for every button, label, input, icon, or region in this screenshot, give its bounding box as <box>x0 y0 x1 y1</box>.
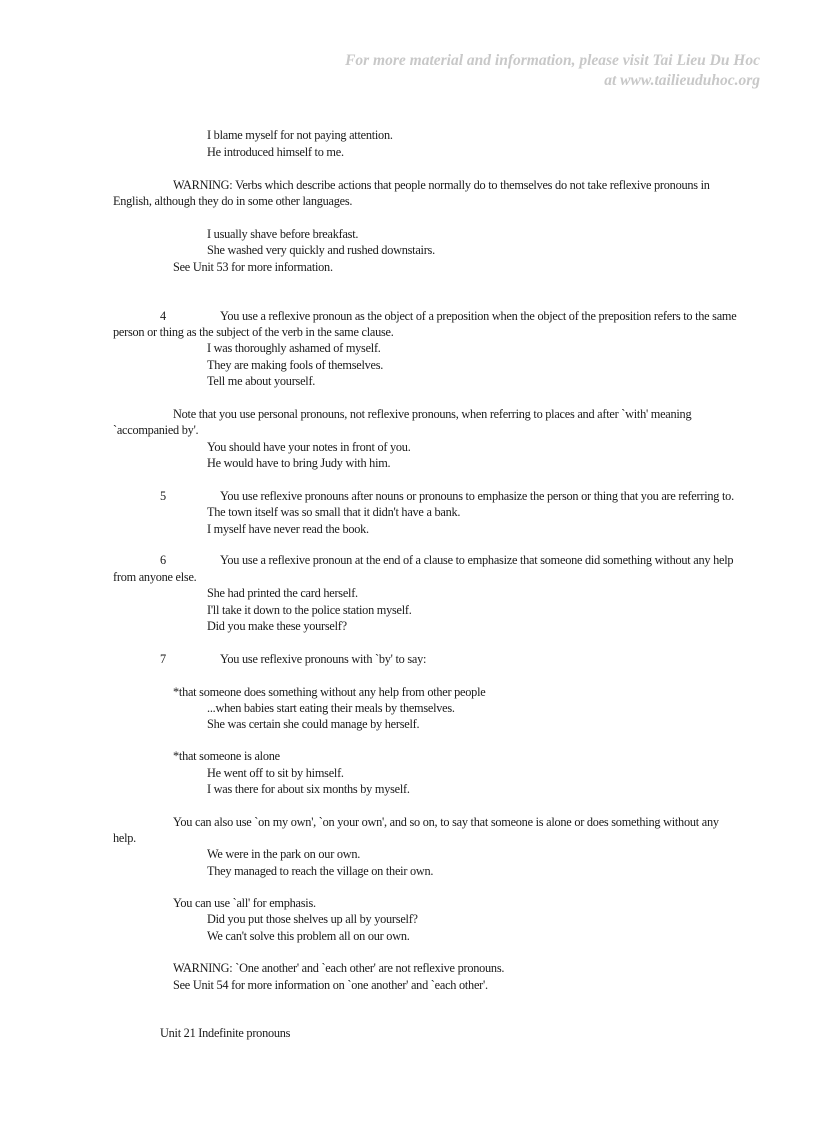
example-line: I myself have never read the book. <box>207 522 369 536</box>
section-number: 5 <box>160 489 166 503</box>
see-unit-reference: See Unit 54 for more information on `one another' and `each other'. <box>173 978 488 992</box>
example-line: They are making fools of themselves. <box>207 358 384 372</box>
bullet-item: *that someone does something without any help from other people <box>173 685 486 699</box>
example-line: ...when babies start eating their meals by themselves. <box>207 701 455 715</box>
example-line: She was certain she could manage by herself. <box>207 717 420 731</box>
example-line: We can't solve this problem all on our own. <box>207 929 410 943</box>
paragraph-text: You use reflexive pronouns with `by' to say: <box>220 652 427 666</box>
paragraph-text: from anyone else. <box>113 570 197 584</box>
example-line: We were in the park on our own. <box>207 847 361 861</box>
example-line: Did you make these yourself? <box>207 619 347 633</box>
header-line-2: at www.tailieuduhoc.org <box>604 72 760 89</box>
example-line: He would have to bring Judy with him. <box>207 456 391 470</box>
example-line: She had printed the card herself. <box>207 586 358 600</box>
section-number: 6 <box>160 553 166 567</box>
paragraph-text: person or thing as the subject of the verb in the same clause. <box>113 325 394 339</box>
example-line: Did you put those shelves up all by yourself? <box>207 912 418 926</box>
bullet-item: *that someone is alone <box>173 749 280 763</box>
warning-text: WARNING: `One another' and `each other' are not reflexive pronouns. <box>173 961 505 975</box>
example-line: The town itself was so small that it didn't have a bank. <box>207 505 461 519</box>
example-line: I usually shave before breakfast. <box>207 227 359 241</box>
header-line-1: For more material and information, please visit Tai Lieu Du Hoc <box>345 52 760 69</box>
example-line: I blame myself for not paying attention. <box>207 128 393 142</box>
paragraph-text: You use a reflexive pronoun at the end of a clause to emphasize that someone did something without any help <box>220 553 734 567</box>
see-unit-reference: See Unit 53 for more information. <box>173 260 333 274</box>
example-line: He introduced himself to me. <box>207 145 344 159</box>
example-line: Tell me about yourself. <box>207 374 316 388</box>
note-text: `accompanied by'. <box>113 423 199 437</box>
warning-text: English, although they do in some other languages. <box>113 194 353 208</box>
example-line: She washed very quickly and rushed downstairs. <box>207 243 435 257</box>
section-number: 7 <box>160 652 166 666</box>
example-line: They managed to reach the village on their own. <box>207 864 434 878</box>
section-number: 4 <box>160 309 166 323</box>
example-line: I was there for about six months by myself. <box>207 782 410 796</box>
paragraph-text: You can use `all' for emphasis. <box>173 896 316 910</box>
warning-text: WARNING: Verbs which describe actions that people normally do to themselves do not take reflexive pronouns in <box>173 178 710 192</box>
paragraph-text: help. <box>113 831 136 845</box>
site-header-watermark <box>345 51 760 91</box>
note-text: Note that you use personal pronouns, not reflexive pronouns, when referring to places and after `with' meaning <box>173 407 692 421</box>
paragraph-text: You can also use `on my own', `on your own', and so on, to say that someone is alone or does something without any <box>173 815 719 829</box>
unit-heading: Unit 21 Indefinite pronouns <box>160 1026 291 1040</box>
example-line: You should have your notes in front of you. <box>207 440 411 454</box>
paragraph-text: You use reflexive pronouns after nouns or pronouns to emphasize the person or thing that you are referring to. <box>220 489 734 503</box>
example-line: I'll take it down to the police station myself. <box>207 603 412 617</box>
paragraph-text: You use a reflexive pronoun as the object of a preposition when the object of the preposition refers to the same <box>220 309 737 323</box>
example-line: He went off to sit by himself. <box>207 766 344 780</box>
example-line: I was thoroughly ashamed of myself. <box>207 341 381 355</box>
